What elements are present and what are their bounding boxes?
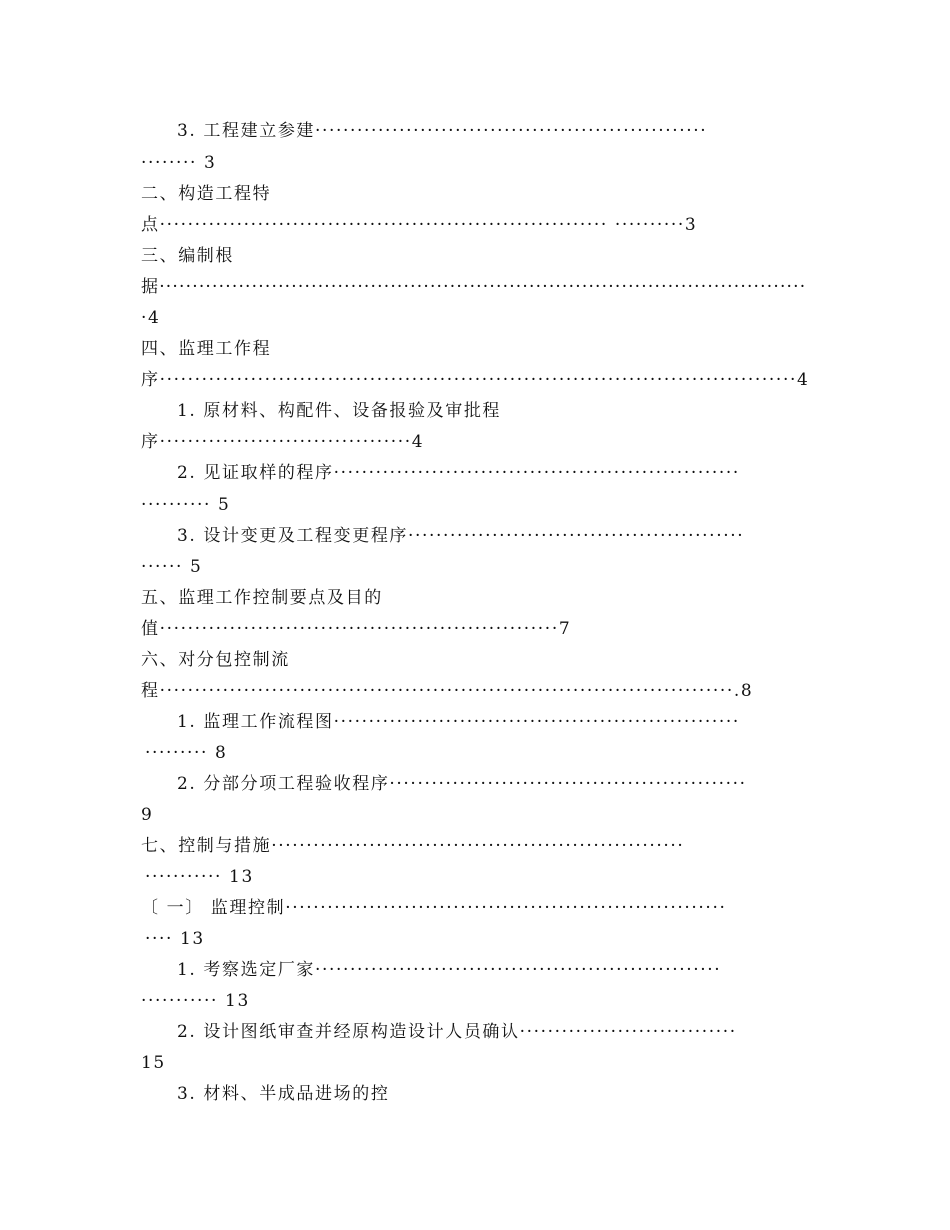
- toc-line: ·4: [141, 308, 161, 328]
- toc-line: 七、控制与措施···························································: [141, 836, 685, 856]
- toc-line: 二、构造工程特: [141, 184, 272, 204]
- toc-line: 2. 设计图纸审查并经原构造设计人员确认·······························: [177, 1022, 737, 1042]
- toc-line: 程··················································································.8: [141, 681, 754, 701]
- toc-line: 五、监理工作控制要点及目的: [141, 588, 383, 608]
- toc-line: 3. 材料、半成品进场的控: [177, 1084, 390, 1104]
- toc-line: 1. 原材料、构配件、设备报验及审批程: [177, 401, 502, 421]
- toc-line: ···· 13: [145, 929, 205, 949]
- toc-line: ·········· 5: [141, 495, 231, 515]
- toc-line: ······ 5: [141, 557, 203, 577]
- toc-line: ··········· 13: [141, 991, 250, 1011]
- toc-line: 〔 一〕 监理控制·······························································: [141, 898, 727, 918]
- toc-line: 15: [141, 1053, 166, 1073]
- toc-line: ········ 3: [141, 153, 217, 173]
- toc-line: ········· 8: [145, 743, 228, 763]
- toc-line: 四、监理工作程: [141, 339, 272, 359]
- toc-line: 六、对分包控制流: [141, 650, 290, 670]
- toc-line: ··········· 13: [145, 867, 254, 887]
- toc-line: 据··································································································: [141, 277, 807, 297]
- toc-line: 3. 工程建立参建························································: [177, 121, 708, 141]
- toc-line: 1. 考察选定厂家··························································: [177, 960, 722, 980]
- toc-line: 3. 设计变更及工程变更程序················································: [177, 526, 745, 546]
- toc-line: 值·························································7: [141, 619, 572, 639]
- toc-line: 1. 监理工作流程图··························································: [177, 712, 740, 732]
- toc-line: 三、编制根: [141, 246, 234, 266]
- toc-line: 点································································ ··········3: [141, 215, 698, 235]
- toc-line: 2. 见证取样的程序··························································: [177, 463, 740, 483]
- toc-line: 2. 分部分项工程验收程序···················································: [177, 774, 747, 794]
- toc-line: 序···························································································4: [141, 370, 810, 390]
- toc-line: 9: [141, 805, 154, 825]
- toc-line: 序····································4: [141, 432, 425, 452]
